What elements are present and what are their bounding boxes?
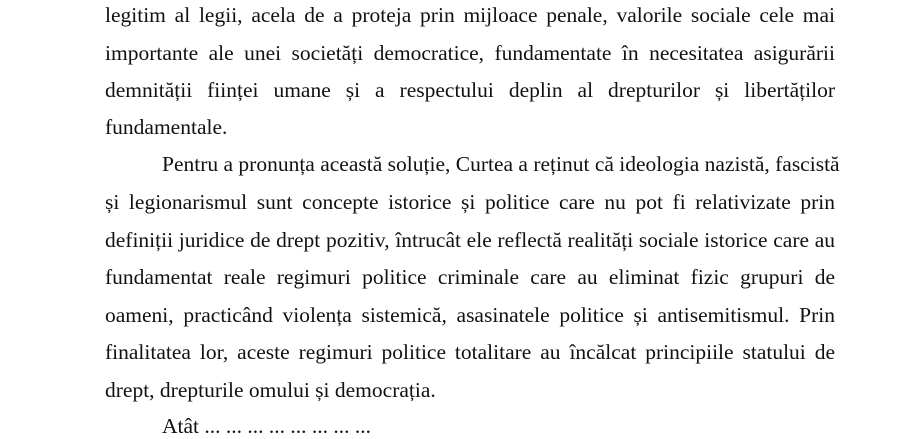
paragraph-line: fundamentale.	[105, 115, 228, 139]
paragraph-line: fundamentat reale regimuri politice criminale care au eliminat fizic grupuri de	[105, 265, 835, 289]
paragraph-line: definiții juridice de drept pozitiv, întrucât ele reflectă realități sociale istorice care au	[105, 228, 835, 252]
paragraph-line: și legionarismul sunt concepte istorice și politice care nu pot fi relativizate prin	[105, 190, 835, 214]
paragraph-line-cutoff: Atât ... ... ... ... ... ... ... ...	[162, 414, 372, 438]
paragraph-line: importante ale unei societăți democratice, fundamentate în necesitatea asigurării	[105, 41, 835, 65]
paragraph-line: legitim al legii, acela de a proteja prin mijloace penale, valorile sociale cele mai	[105, 3, 835, 27]
paragraph-line: oameni, practicând violența sistemică, asasinatele politice și antisemitismul. Prin	[105, 303, 835, 327]
paragraph-line: finalitatea lor, aceste regimuri politice totalitare au încălcat principiile statului de	[105, 340, 835, 364]
paragraph-line: drept, drepturile omului și democrația.	[105, 378, 436, 402]
paragraph-line: demnității ființei umane și a respectului deplin al drepturilor și libertăților	[105, 78, 835, 102]
paragraph-line: Pentru a pronunța această soluție, Curtea a reținut că ideologia nazistă, fascistă	[162, 152, 840, 176]
